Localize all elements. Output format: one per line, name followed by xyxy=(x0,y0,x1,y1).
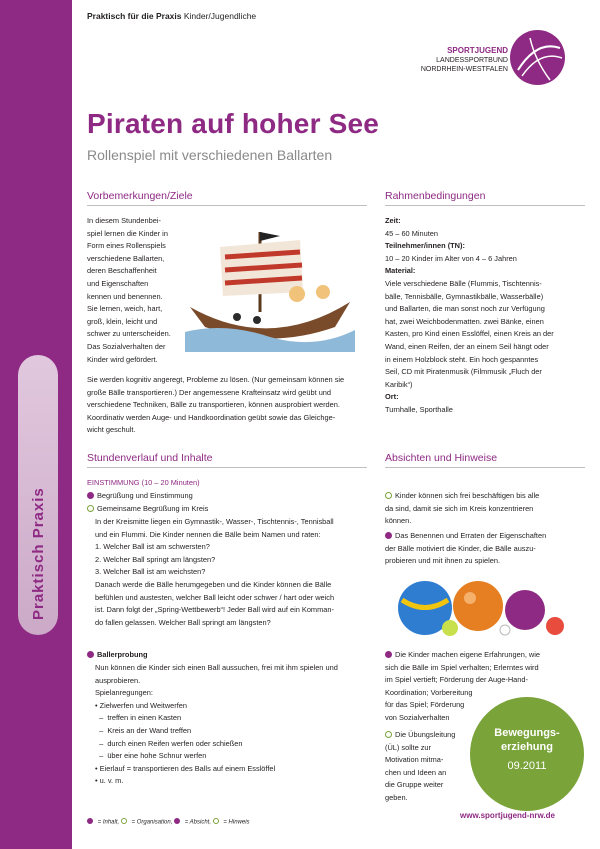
brand-line2: LANDESSPORTBUND xyxy=(436,56,508,64)
step-kreis xyxy=(87,503,208,516)
text-line: Das Benennen und Erraten der Eigenschaften xyxy=(395,531,547,540)
step-ballerprobung xyxy=(87,649,148,662)
organisation-bullet-icon xyxy=(121,818,127,824)
text-line: • Zielwerfen und Weitwerfen xyxy=(95,700,188,710)
text-line: Danach werde die Bälle herumgegeben und die Kinder können die Bälle xyxy=(95,579,332,589)
text-line: Kinder können sich frei beschäftigen bis alle xyxy=(395,491,540,500)
organisation-bullet-icon xyxy=(385,492,392,499)
step-ballerprobung-text xyxy=(95,662,338,788)
text-line: 1. Welcher Ball ist am schwersten? xyxy=(95,542,210,552)
legend-inhalt: = Inhalt, xyxy=(96,819,121,826)
divider xyxy=(87,467,367,468)
category-badge xyxy=(470,697,584,811)
step-begruessung xyxy=(87,490,193,503)
inhalt-bullet-icon xyxy=(87,651,94,658)
text-line: spiel lernen die Kinder in xyxy=(87,228,168,238)
ball-shine xyxy=(464,592,476,604)
ball-pingpong xyxy=(500,625,510,635)
hinweis-bullet-icon xyxy=(385,731,392,738)
text-line: – Kreis an der Wand treffen xyxy=(95,725,192,735)
divider xyxy=(385,467,585,468)
text-line: bälle, Tennisbälle, Gymnastikbälle, Wasserbälle) xyxy=(385,291,544,301)
value-zeit: 45 – 60 Minuten xyxy=(385,228,439,238)
conditions-block xyxy=(385,215,585,417)
inhalt-bullet-icon xyxy=(87,492,94,499)
text-line: Motivation mitma- xyxy=(385,755,444,765)
badge-line1: Bewegungs- xyxy=(494,727,560,739)
text-line: Nun können die Kinder sich einen Ball aussuchen, frei mit ihm spielen und xyxy=(95,663,338,672)
balls-illustration xyxy=(390,570,570,640)
absicht-bullet-icon xyxy=(174,818,180,824)
praxis-logo-text: Praktisch Praxis xyxy=(30,487,47,620)
legend xyxy=(87,818,250,826)
text-line: schwer zu unterscheiden. xyxy=(87,329,171,339)
text-line: groß, klein, leicht und xyxy=(87,316,158,326)
text-line: ausprobieren. xyxy=(95,675,141,685)
text-line: • Eierlauf = transportieren des Balls auf einem Esslöffel xyxy=(95,763,276,773)
value-ort: Turnhalle, Sporthalle xyxy=(385,404,453,414)
text-line: Die Übungsleitung xyxy=(395,730,456,739)
text-line: im Spiel vertieft; Förderung der Auge-Hand- xyxy=(385,675,528,685)
text-line: Kinder wird gefördert. xyxy=(87,354,158,364)
label-tn: Teilnehmer/innen (TN): xyxy=(385,241,465,251)
absicht-bullet-icon xyxy=(385,532,392,539)
text-line: hat, zwei Weichbodenmatten. zwei Bänke, einen xyxy=(385,316,544,326)
series-name: Praktisch für die Praxis xyxy=(87,11,182,21)
text-line: der Bälle motiviert die Kinder, die Bälle auszu- xyxy=(385,543,536,553)
legend-hinweis: = Hinweis xyxy=(221,819,250,826)
text-line: befühlen und austesten, welcher Ball leicht oder schwer / hart oder weich xyxy=(95,592,335,602)
hint-2 xyxy=(385,530,585,568)
text-line: Karibik“) xyxy=(385,379,413,389)
porthole xyxy=(253,316,261,324)
ball-orange xyxy=(453,581,503,631)
legend-organisation: = Organisation, xyxy=(129,819,175,826)
text-line: wicht geschult. xyxy=(87,425,136,435)
intro-text-narrow xyxy=(87,215,197,366)
text-line: und Ballarten, die man sonst noch zur Verfügung xyxy=(385,304,545,314)
text-line: – durch einen Reifen werfen oder schießen xyxy=(95,738,243,748)
label-zeit: Zeit: xyxy=(385,216,401,225)
text-line: ist. Dann folgt der „Spring-Wettbewerb“! Jeder Ball wird auf ein Komman- xyxy=(95,605,334,615)
text-line: • u. v. m. xyxy=(95,776,124,786)
text-line: Koordination; Vorbereitung xyxy=(385,687,473,697)
section-heading-vorbemerkungen: Vorbemerkungen/Ziele xyxy=(87,190,193,202)
value-tn: 10 – 20 Kinder im Alter von 4 – 6 Jahren xyxy=(385,253,517,263)
website-link[interactable]: www.sportjugend-nrw.de xyxy=(460,811,555,820)
series-target: Kinder/Jugendliche xyxy=(181,11,257,21)
text-line: (ÜL) sollte zur xyxy=(385,742,431,752)
ball-purple xyxy=(505,590,545,630)
text-line: Koordinativ werden Auge- und Handkoordination geübt sowie das Gleichge- xyxy=(87,412,336,422)
page-subtitle: Rollenspiel mit verschiedenen Ballarten xyxy=(87,147,333,163)
text-line: große Bälle transportieren.) Der angemessene Krafteinsatz wird geübt und xyxy=(87,387,332,397)
phase-einstimmung: EINSTIMMUNG (10 – 20 Minuten) xyxy=(87,478,200,487)
text-line: verschiedene Techniken, Bälle zu transportieren, können ausprobiert werden. xyxy=(87,400,340,410)
pirate-head xyxy=(289,286,305,302)
section-heading-absichten: Absichten und Hinweise xyxy=(385,452,498,464)
badge-line2: erziehung xyxy=(501,741,553,753)
absicht-bullet-icon xyxy=(385,651,392,658)
ball-red xyxy=(546,617,564,635)
brand-line3: NORDRHEIN-WESTFALEN xyxy=(420,66,508,73)
text-line: In der Kreismitte liegen ein Gymnastik-, Wasser-, Tischtennis-, Tennisball xyxy=(95,517,334,526)
text-line: kennen und benennen. xyxy=(87,291,163,301)
ball-tennis xyxy=(442,620,458,636)
hint-1 xyxy=(385,490,585,528)
legend-absicht: = Absicht, xyxy=(183,819,213,826)
text-line: probieren und mit ihnen zu spielen. xyxy=(385,556,501,566)
text-line: Die Kinder machen eigene Erfahrungen, wie xyxy=(395,650,541,659)
text-line: In diesem Stundenbei- xyxy=(87,216,161,225)
text-line: Sie werden kognitiv angeregt, Probleme zu lösen. (Nur gemeinsam können sie xyxy=(87,375,345,384)
intro-text-wide xyxy=(87,374,367,437)
text-line: Das Sozialverhalten der xyxy=(87,341,166,351)
text-line: chen und Ideen an xyxy=(385,767,447,777)
step-label: Ballerprobung xyxy=(97,650,148,659)
text-line: und ein Flummi. Die Kinder nennen die Bälle beim Namen und raten: xyxy=(95,529,321,539)
text-line: – treffen in einen Kasten xyxy=(95,713,182,723)
porthole xyxy=(233,313,241,321)
page-title: Piraten auf hoher See xyxy=(87,108,380,139)
hinweis-bullet-icon xyxy=(213,818,219,824)
step-kreis-text xyxy=(95,516,334,629)
section-heading-rahmen: Rahmenbedingungen xyxy=(385,190,486,202)
text-line: Kasten, pro Kind einen Esslöffel, einen Kreis an der xyxy=(385,329,554,339)
step-label: Begrüßung und Einstimmung xyxy=(97,491,193,500)
brand-block xyxy=(421,46,508,75)
text-line: deren Beschaffenheit xyxy=(87,266,157,276)
divider xyxy=(87,205,367,206)
text-line: und Eigenschaften xyxy=(87,278,149,288)
pirate-flag xyxy=(260,232,280,241)
label-material: Material: xyxy=(385,266,416,276)
text-line: Spielanregungen: xyxy=(95,688,153,698)
text-line: – über eine hohe Schnur werfen xyxy=(95,751,207,761)
organisation-bullet-icon xyxy=(87,505,94,512)
inhalt-bullet-icon xyxy=(87,818,93,824)
step-label: Gemeinsame Begrüßung im Kreis xyxy=(97,504,209,513)
brand-name: SPORTJUGEND xyxy=(447,46,508,55)
text-line: da sind, damit sie sich im Kreis konzentrieren xyxy=(385,503,534,513)
text-line: Seil, CD mit Piratenmusik (Filmmusik „Fluch der xyxy=(385,367,542,377)
divider xyxy=(385,205,585,206)
text-line: 3. Welcher Ball ist am weichsten? xyxy=(95,567,206,577)
text-line: in einem Holzblock steht. Ein hoch gespanntes xyxy=(385,354,539,364)
label-ort: Ort: xyxy=(385,392,399,402)
badge-date: 09.2011 xyxy=(507,760,547,772)
section-heading-stundenverlauf: Stundenverlauf und Inhalte xyxy=(87,452,213,464)
text-line: Sie lernen, weich, hart, xyxy=(87,304,163,314)
text-line: können. xyxy=(385,516,412,526)
text-line: die Gruppe weiter xyxy=(385,780,444,790)
text-line: 2. Welcher Ball springt am längsten? xyxy=(95,554,216,564)
text-line: Wand, einen Reifen, der an einem Seil hängt oder xyxy=(385,341,549,351)
text-line: geben. xyxy=(385,792,408,802)
text-line: für das Spiel; Förderung xyxy=(385,700,465,710)
text-line: Form eines Rollenspiels xyxy=(87,241,166,251)
series-header xyxy=(87,11,256,21)
left-decor-band xyxy=(0,0,72,849)
text-line: Viele verschiedene Bälle (Flummis, Tischtennis- xyxy=(385,278,542,288)
text-line: sich die Bälle im Spiel verhalten; Erlerntes wird xyxy=(385,662,539,672)
pirate-head xyxy=(316,285,330,299)
sportjugend-logo-icon xyxy=(510,30,565,85)
text-line: verschiedene Ballarten, xyxy=(87,253,165,263)
pirate-ship-illustration xyxy=(185,222,355,352)
text-line: do fallen gelassen. Welcher Ball springt am längsten? xyxy=(95,617,271,627)
text-line: von Sozialverhalten xyxy=(385,712,450,722)
